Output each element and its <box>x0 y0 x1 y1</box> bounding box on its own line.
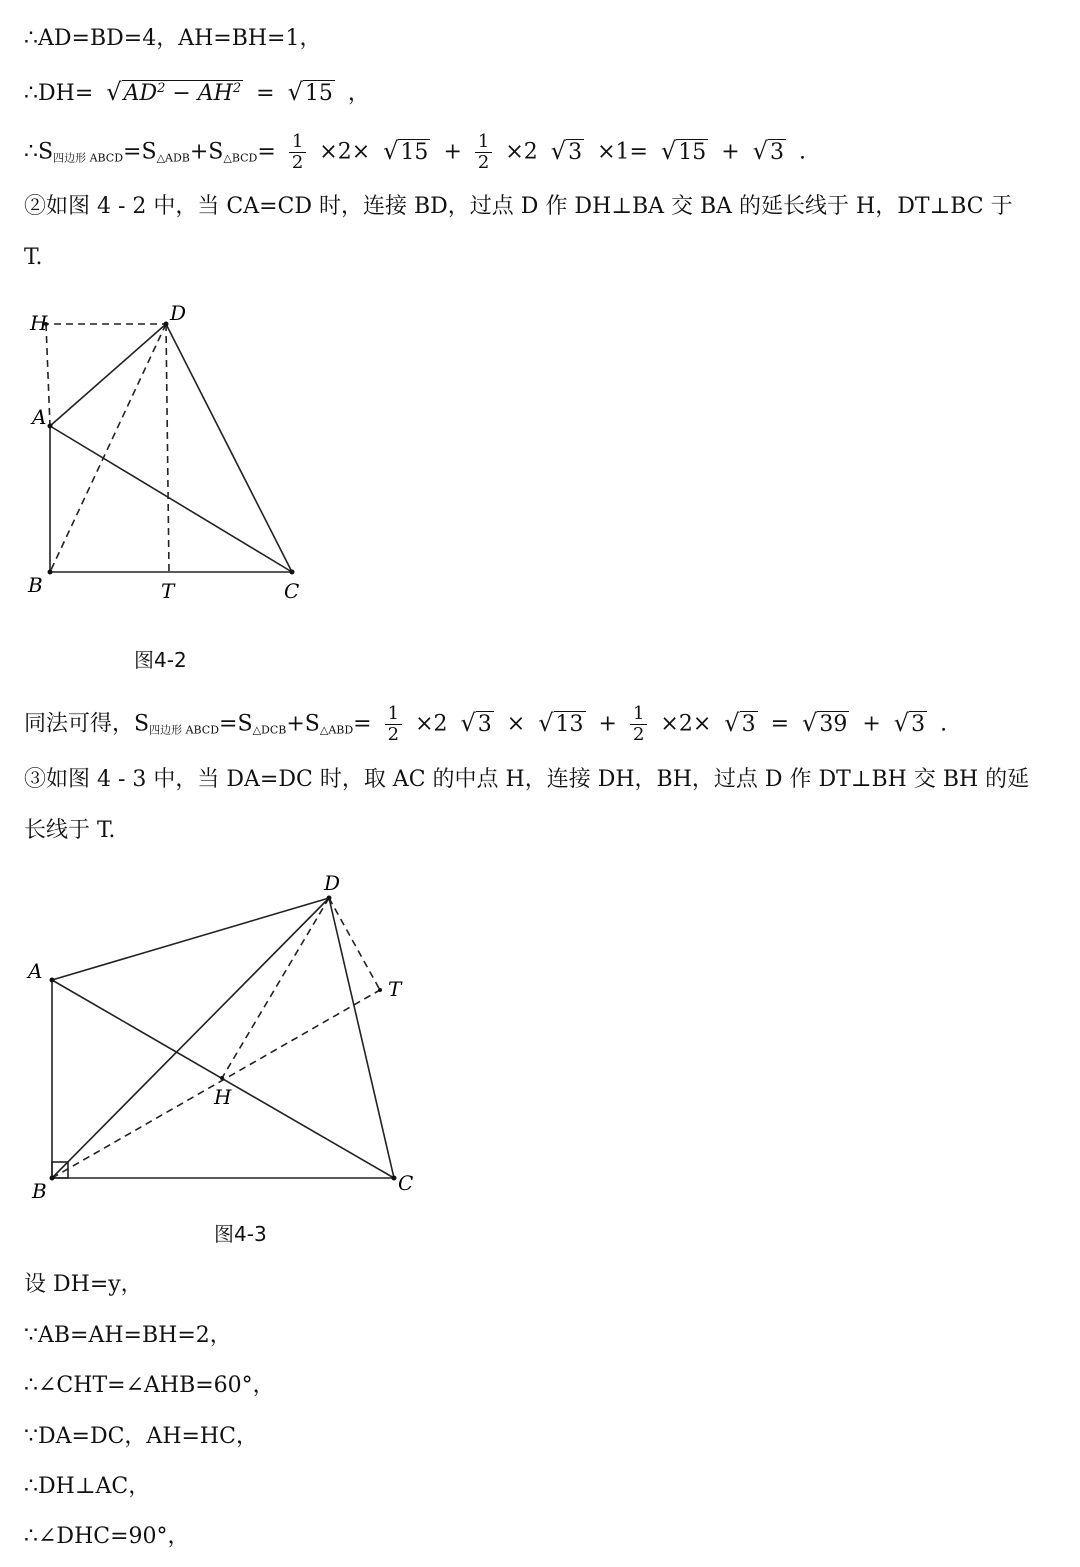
figure-4-2 <box>24 300 324 610</box>
figure-4-2-caption: 图4-2 <box>134 648 187 672</box>
l2-ah: AH <box>197 81 233 106</box>
l6-t1: ×2 <box>415 711 448 737</box>
seg-DC <box>329 898 394 1178</box>
l2-eq: = <box>256 81 275 106</box>
label-D: D <box>324 871 341 895</box>
l2-end: ， <box>347 81 370 106</box>
label-T: T <box>161 579 175 603</box>
l2-exp-a: 2 <box>157 81 166 96</box>
text-line-7: ③如图 4 - 3 中，当 DA=DC 时，取 AC 的中点 H，连接 DH，BH，过点 D 作 DT⊥BH 交 BH 的延 <box>24 767 1030 792</box>
l3-t5: + <box>721 139 740 165</box>
figure-4-3 <box>24 866 424 1206</box>
label-D: D <box>170 301 187 325</box>
l6-sub1: 四边形 ABCD <box>149 723 220 737</box>
text-line-8: 长线于 T. <box>24 818 116 843</box>
l3-end: . <box>798 139 806 165</box>
l6-t6: + <box>862 711 881 737</box>
text-line-2 <box>24 74 370 109</box>
label-B: B <box>28 573 43 597</box>
radical: √3 <box>893 708 926 737</box>
l6-sub2: △DCB <box>252 723 287 737</box>
seg-AD <box>50 324 166 426</box>
label-T: T <box>388 977 402 1001</box>
l6-t5: = <box>770 711 790 737</box>
seg-BD <box>52 898 329 1178</box>
radical-ad2-ah2: $√AD^2 - AH^2$ <box>106 78 242 106</box>
text-line-6 <box>24 704 947 746</box>
radical: √15 <box>383 136 429 165</box>
text-line-5: T. <box>24 245 43 270</box>
l6-t3: + <box>598 711 617 737</box>
label-C: C <box>284 579 300 603</box>
text-line-3 <box>24 132 806 174</box>
fraction-half: $\frac{1}{2}$ <box>630 704 647 745</box>
l2-exp-b: 2 <box>232 81 242 96</box>
l3-sub3: △BCD <box>223 151 258 165</box>
text-line-13: ∴DH⊥AC， <box>24 1474 151 1499</box>
label-A: A <box>28 959 43 983</box>
fraction-half: $\frac{1}{2}$ <box>385 704 402 745</box>
figure-4-3-svg <box>24 866 424 1206</box>
l2-minus: − <box>165 81 198 106</box>
l3-prefix: ∴S <box>24 139 54 165</box>
radical: √3 <box>724 708 756 737</box>
radical: √13 <box>538 708 584 737</box>
l6-eq2: = <box>353 711 372 737</box>
label-A: A <box>32 405 47 429</box>
l3-eq2: = <box>257 139 276 165</box>
seg-HA <box>46 324 50 426</box>
l3-t4: ×1= <box>597 139 648 165</box>
text-line-4: ②如图 4 - 2 中，当 CA=CD 时，连接 BD，过点 D 作 DH⊥BA 交 BA 的延长线于 H，DT⊥BC 于 <box>24 194 1013 219</box>
radical: √3 <box>752 136 784 165</box>
l3-t1: ×2× <box>319 139 371 165</box>
l6-prefix: 同法可得，S <box>24 711 150 737</box>
label-H: H <box>30 311 48 335</box>
figure-4-3-caption: 图4-3 <box>214 1222 267 1246</box>
seg-BT <box>52 990 380 1178</box>
label-C: C <box>398 1171 414 1195</box>
text-line-1: ∴AD=BD=4，AH=BH=1， <box>24 26 322 51</box>
radical-15: √15 <box>287 78 333 106</box>
l3-sub2: △ADB <box>156 151 190 165</box>
text-line-14: ∴∠DHC=90°， <box>24 1524 190 1549</box>
radical: √15 <box>660 136 707 165</box>
l6-t2: × <box>506 711 526 737</box>
fraction-half: $\frac{1}{2}$ <box>289 132 306 173</box>
text-line-10: ∵AB=AH=BH=2， <box>24 1323 232 1348</box>
l6-sub3: △ABD <box>319 723 354 737</box>
l6-plus: +S <box>286 711 320 737</box>
text-line-9: 设 DH=y， <box>24 1272 143 1297</box>
text-line-11: ∴∠CHT=∠AHB=60°， <box>24 1373 275 1398</box>
l2-prefix: ∴DH= <box>24 81 94 106</box>
label-B: B <box>32 1179 47 1203</box>
l3-t3: ×2 <box>505 139 538 165</box>
l6-end: . <box>940 711 948 737</box>
l3-sub1: 四边形 ABCD <box>53 151 124 165</box>
l6-eq1: =S <box>219 711 253 737</box>
radical: √3 <box>550 136 583 165</box>
seg-DB <box>50 324 166 572</box>
l6-t4: ×2× <box>660 711 712 737</box>
seg-DT <box>329 898 380 990</box>
figure-4-2-svg <box>24 300 324 610</box>
radical: √39 <box>802 708 848 737</box>
l2-ad: AD <box>123 81 158 106</box>
text-line-12: ∵DA=DC，AH=HC， <box>24 1424 258 1449</box>
l3-t2: + <box>443 139 462 165</box>
l3-eq1: =S <box>123 139 157 165</box>
radical: √3 <box>460 708 492 737</box>
seg-DT <box>166 324 169 572</box>
label-H: H <box>214 1085 232 1109</box>
l3-plus: +S <box>189 139 224 165</box>
fraction-half: $\frac{1}{2}$ <box>475 132 492 173</box>
